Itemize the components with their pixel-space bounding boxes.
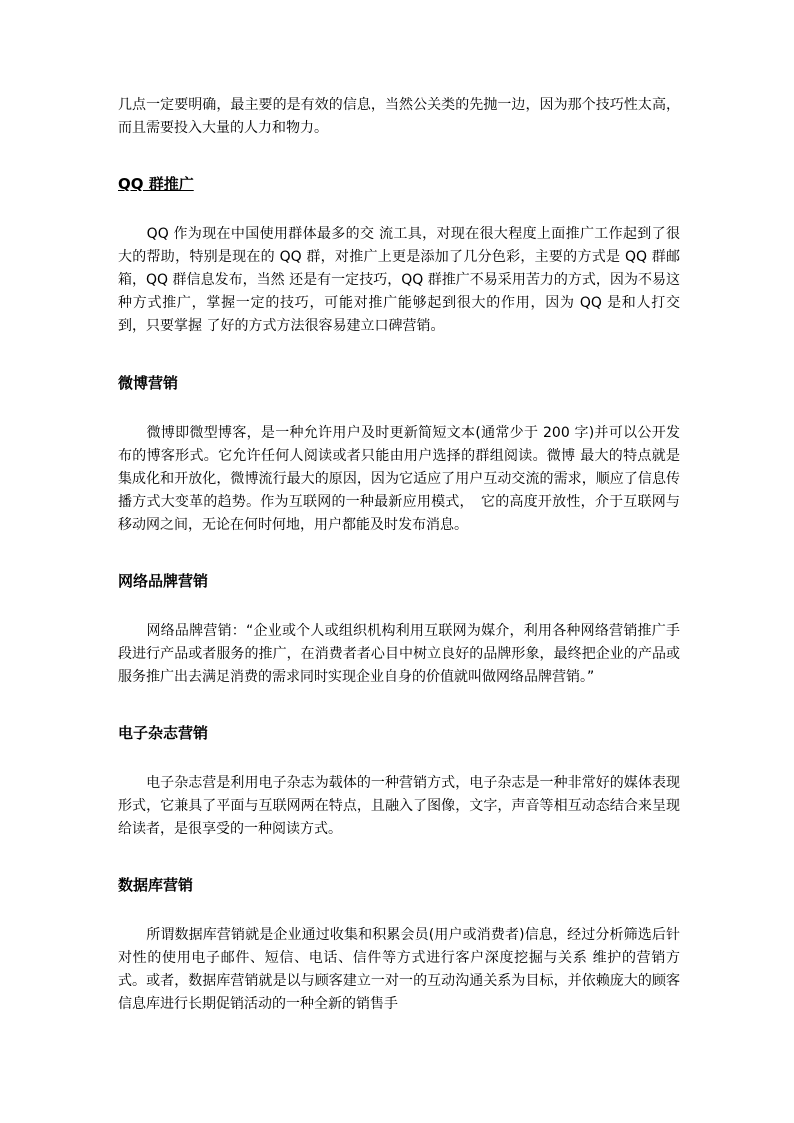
section-body-weibo: 微博即微型博客，是一种允许用户及时更新简短文本(通常少于 200 字)并可以公开发布的博客形式。它允许任何人阅读或者只能由用户选择的群组阅读。微博 最大的特点就是集成化和开放化，微博流行最大的原因，因为它适应了用户互动交流的需求，顺应了信息传播方式大变革的趋势。作为互联网的一种最新应用模式， 它的高度开放性，介于互联网与移动网之间，无论在何时何地，用户都能及时发布消息。 [118, 425, 680, 533]
section-body-database: 所谓数据库营销就是企业通过收集和积累会员(用户或消费者)信息，经过分析筛选后针对性的使用电子邮件、短信、电话、信件等方式进行客户深度挖掘与关系 维护的营销方式。或者，数据库营销就是以与顾客建立一对一的互动沟通关系为目标，并依赖庞大的顾客信息库进行长期促销活动的一种全新的销售手 [118, 927, 680, 1012]
section-heading-brand: 网络品牌营销 [118, 572, 209, 590]
section-heading-weibo: 微博营销 [118, 374, 179, 392]
section-body-qq-group: QQ 作为现在中国使用群体最多的交 流工具，对现在很大程度上面推广工作起到了很大的帮助，特别是现在的 QQ 群，对推广上更是添加了几分色彩，主要的方式是 QQ 群邮箱，QQ 群信息发布，当然 还是有一定技巧，QQ 群推广不易采用苦力的方式，因为不易这种方式推广，掌握一定的技巧，可能对推广能够起到很大的作用，因为 QQ 是和人打交到，只要掌握 了好的方式方法很容易建立口碑营销。 [118, 226, 680, 334]
section-heading-database: 数据库营销 [118, 876, 194, 894]
section-heading-emagazine: 电子杂志营销 [118, 724, 209, 742]
section-body-emagazine: 电子杂志营是利用电子杂志为载体的一种营销方式，电子杂志是一种非常好的媒体表现形式，它兼具了平面与互联网两在特点，且融入了图像，文字，声音等相互动态结合来呈现给读者，是很享受的一种阅读方式。 [118, 775, 680, 837]
section-heading-qq-group: QQ 群推广 [118, 175, 194, 193]
document-page [118, 94, 680, 1016]
section-body-brand: 网络品牌营销：“企业或个人或组织机构利用互联网为媒介，利用各种网络营销推广手段进行产品或者服务的推广，在消费者者心目中树立良好的品牌形象，最终把企业的产品或服务推广出去满足消费的需求同时实现企业自身的价值就叫做网络品牌营销。” [118, 623, 680, 685]
intro-paragraph: 几点一定要明确，最主要的是有效的信息，当然公关类的先抛一边，因为那个技巧性太高，而且需要投入大量的人力和物力。 [118, 97, 680, 136]
